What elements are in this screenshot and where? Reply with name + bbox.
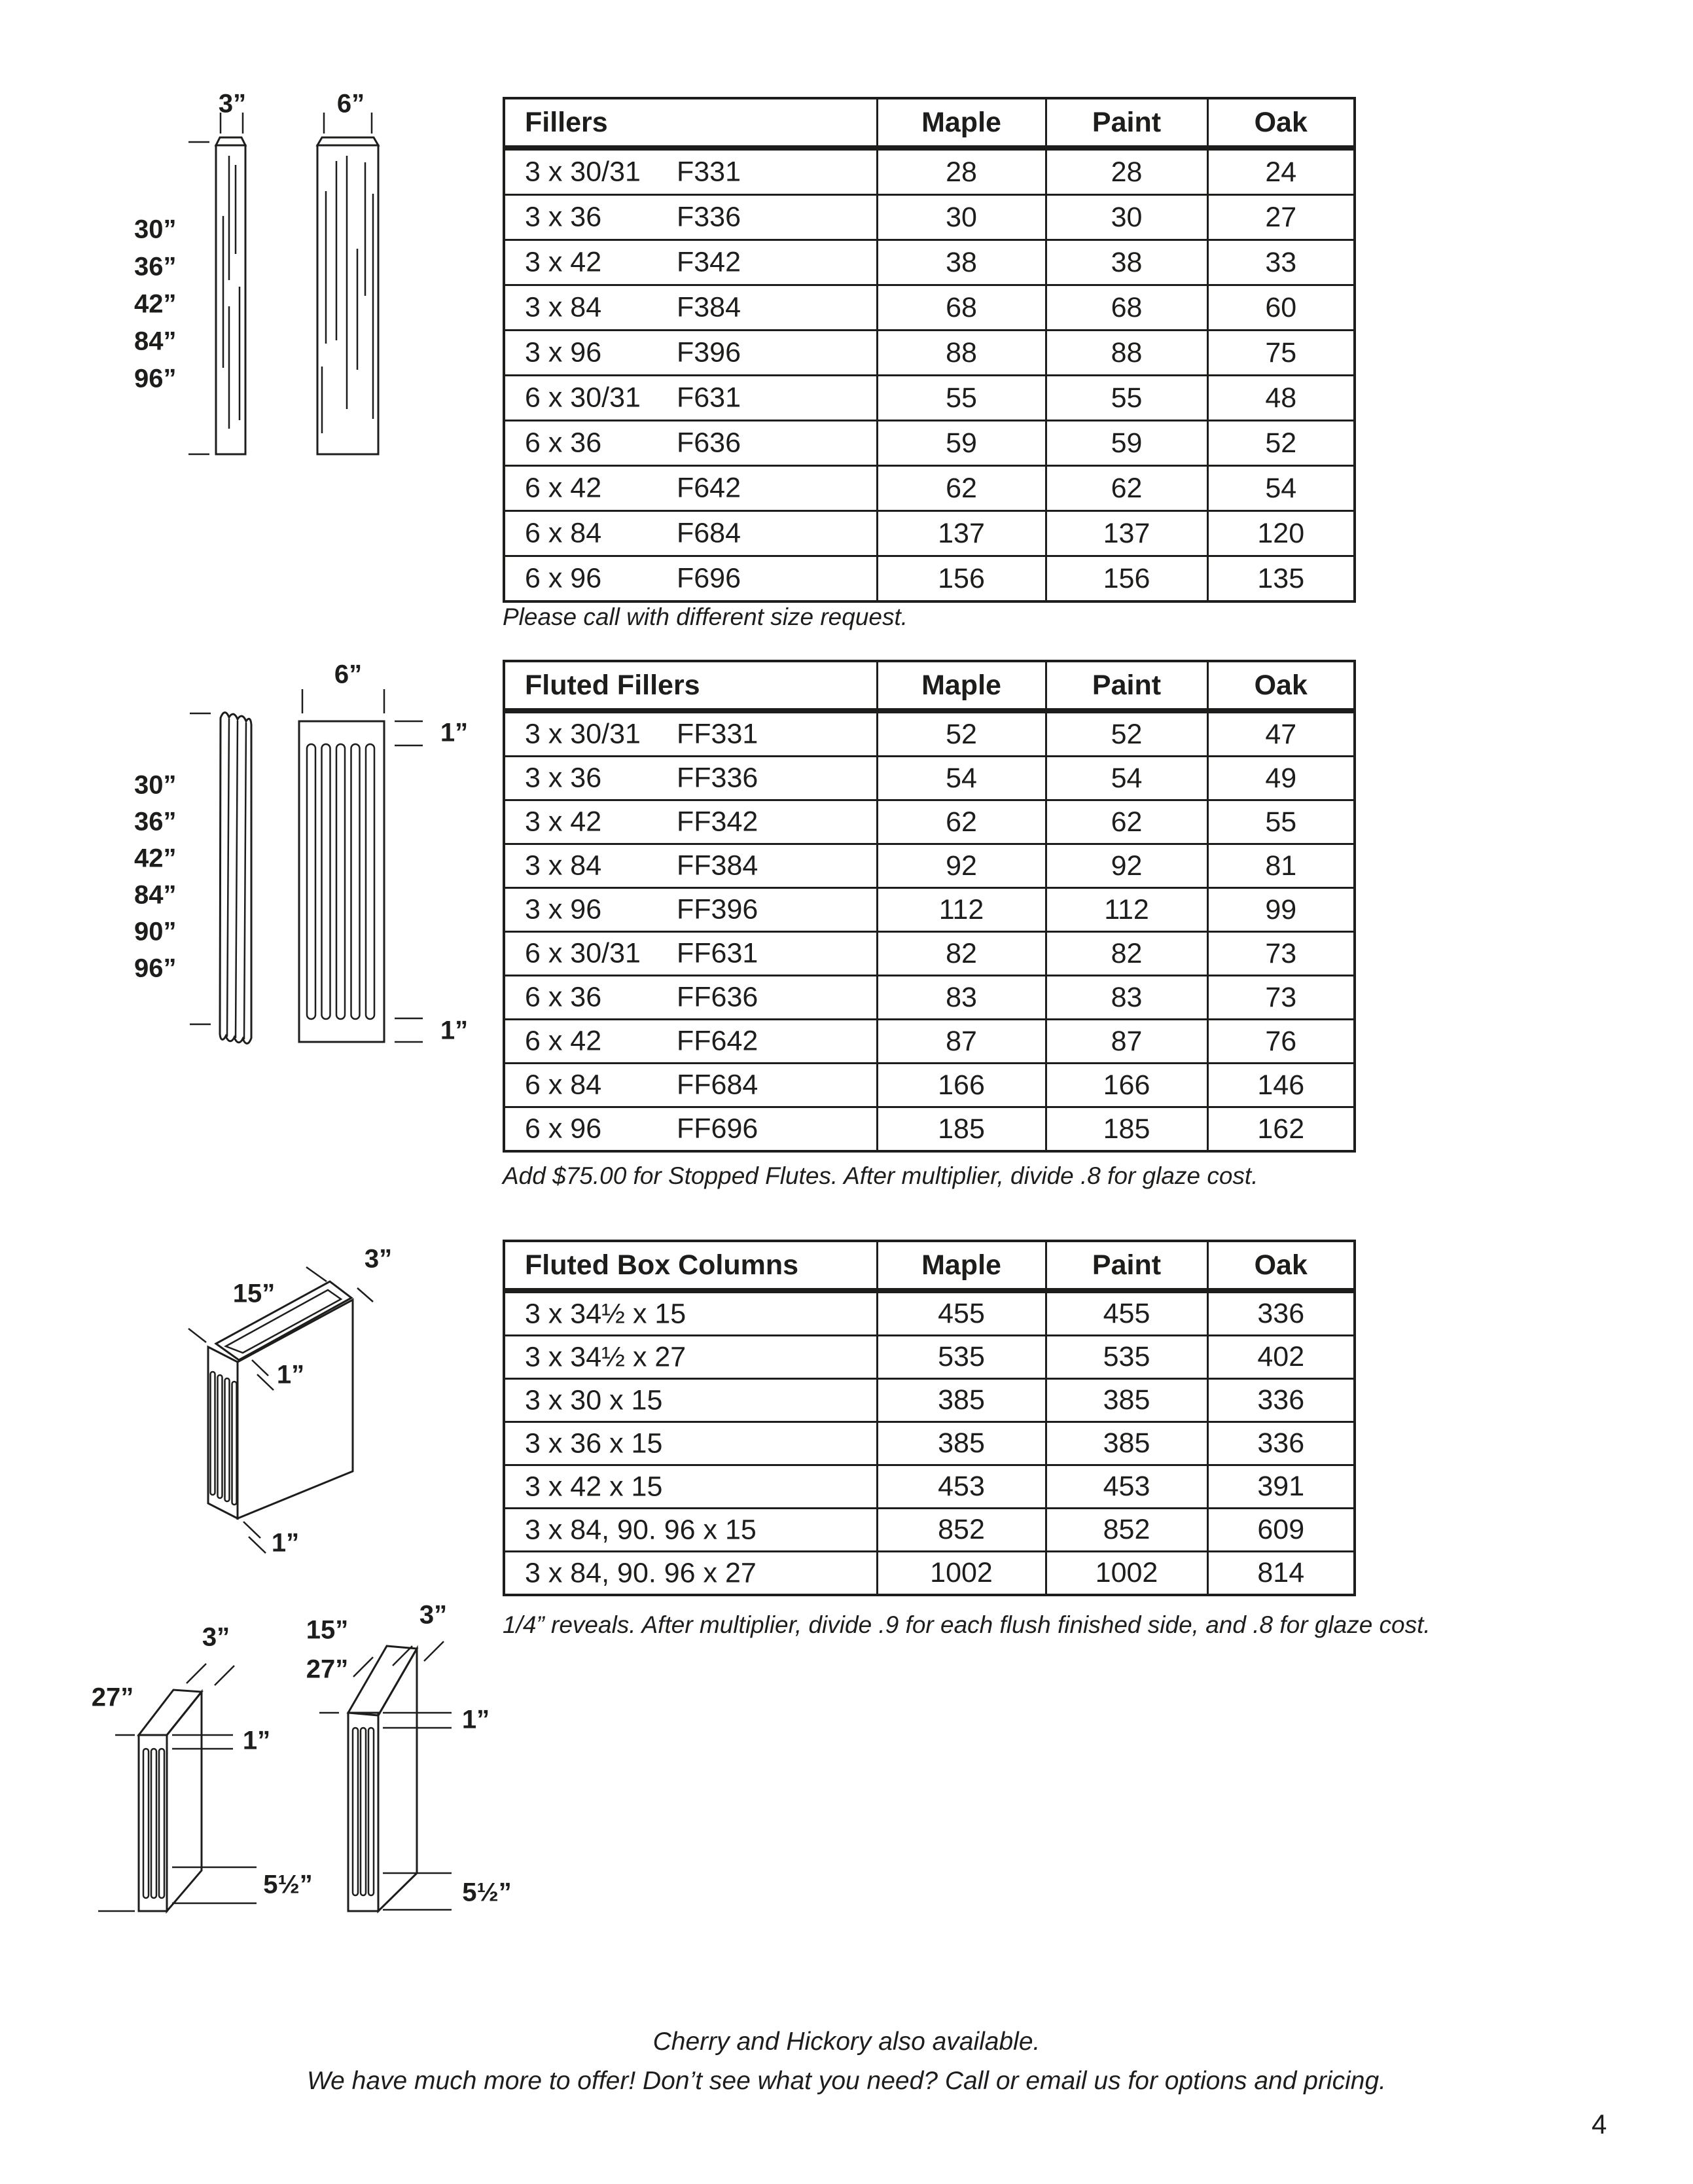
item-cell bbox=[504, 1020, 877, 1064]
table-header-row bbox=[504, 661, 1355, 711]
price-oak: 60 bbox=[1207, 285, 1355, 331]
footer-contact-note: We have much more to offer! Don’t see what you need? Call or email us for options and pricing. bbox=[307, 2067, 1386, 2095]
table-row bbox=[504, 757, 1355, 800]
dimension-label-3in: 3” bbox=[202, 1622, 230, 1652]
price-oak: 33 bbox=[1207, 240, 1355, 285]
table-row bbox=[504, 1107, 1355, 1152]
dimension-label-3in: 3” bbox=[364, 1244, 393, 1274]
item-code: FF696 bbox=[677, 1113, 758, 1145]
price-oak: 336 bbox=[1207, 1291, 1355, 1336]
item-cell bbox=[504, 556, 877, 602]
price-maple: 535 bbox=[877, 1336, 1046, 1379]
price-oak: 609 bbox=[1207, 1509, 1355, 1552]
item-code: F384 bbox=[677, 291, 741, 323]
item-code: F342 bbox=[677, 246, 741, 278]
item-cell bbox=[504, 976, 877, 1020]
price-maple: 87 bbox=[877, 1020, 1046, 1064]
price-oak: 52 bbox=[1207, 421, 1355, 466]
price-oak: 81 bbox=[1207, 844, 1355, 888]
table-row bbox=[504, 240, 1355, 285]
item-cell bbox=[504, 757, 877, 800]
table-row bbox=[504, 376, 1355, 421]
price-maple: 55 bbox=[877, 376, 1046, 421]
price-paint: 137 bbox=[1046, 511, 1207, 556]
price-maple: 137 bbox=[877, 511, 1046, 556]
dimension-label-6in: 6” bbox=[334, 660, 363, 689]
price-paint: 82 bbox=[1046, 932, 1207, 976]
item-size: 3 x 30/31 bbox=[525, 156, 641, 188]
table-row bbox=[504, 195, 1355, 240]
height-label-36: 36” bbox=[134, 252, 177, 281]
table-row bbox=[504, 148, 1355, 195]
item-code: F331 bbox=[677, 156, 741, 188]
item-cell bbox=[504, 1336, 877, 1379]
page-number: 4 bbox=[1592, 2109, 1607, 2139]
table-row bbox=[504, 711, 1355, 757]
item-size: 3 x 34½ x 15 bbox=[525, 1298, 686, 1329]
item-size: 3 x 34½ x 27 bbox=[525, 1341, 686, 1372]
item-code: F631 bbox=[677, 382, 741, 414]
price-oak: 814 bbox=[1207, 1552, 1355, 1596]
height-label-96: 96” bbox=[134, 954, 177, 983]
price-paint: 62 bbox=[1046, 466, 1207, 511]
price-maple: 156 bbox=[877, 556, 1046, 602]
price-maple: 62 bbox=[877, 800, 1046, 844]
fluted-fillers-note: Add $75.00 for Stopped Flutes. After multiplier, divide .8 for glaze cost. bbox=[503, 1162, 1258, 1189]
column-header-paint: Paint bbox=[1046, 661, 1207, 711]
price-paint: 62 bbox=[1046, 800, 1207, 844]
item-cell bbox=[504, 711, 877, 757]
dimension-label-base: 5½” bbox=[263, 1870, 313, 1899]
price-oak: 162 bbox=[1207, 1107, 1355, 1152]
item-size: 3 x 96 bbox=[525, 893, 602, 925]
item-size: 6 x 84 bbox=[525, 517, 602, 549]
item-size: 3 x 42 bbox=[525, 246, 602, 278]
price-oak: 391 bbox=[1207, 1465, 1355, 1509]
price-paint: 455 bbox=[1046, 1291, 1207, 1336]
price-oak: 336 bbox=[1207, 1422, 1355, 1465]
item-code: F684 bbox=[677, 517, 741, 549]
price-maple: 453 bbox=[877, 1465, 1046, 1509]
item-size: 6 x 96 bbox=[525, 562, 602, 594]
table-row bbox=[504, 844, 1355, 888]
price-maple: 852 bbox=[877, 1509, 1046, 1552]
price-oak: 48 bbox=[1207, 376, 1355, 421]
price-oak: 55 bbox=[1207, 800, 1355, 844]
price-oak: 76 bbox=[1207, 1020, 1355, 1064]
price-paint: 112 bbox=[1046, 888, 1207, 932]
price-maple: 38 bbox=[877, 240, 1046, 285]
dimension-label-base: 5½” bbox=[462, 1878, 512, 1907]
price-oak: 402 bbox=[1207, 1336, 1355, 1379]
price-oak: 27 bbox=[1207, 195, 1355, 240]
fluted-box-columns-table bbox=[503, 1240, 1353, 1596]
item-cell bbox=[504, 844, 877, 888]
item-size: 3 x 36 bbox=[525, 201, 602, 233]
dimension-label-reveal-top: 1” bbox=[440, 718, 469, 747]
item-code: F636 bbox=[677, 427, 741, 459]
price-oak: 135 bbox=[1207, 556, 1355, 602]
item-size: 6 x 30/31 bbox=[525, 937, 641, 969]
fillers-note: Please call with different size request. bbox=[503, 603, 908, 630]
item-size: 3 x 96 bbox=[525, 336, 602, 368]
table-row bbox=[504, 1422, 1355, 1465]
price-maple: 185 bbox=[877, 1107, 1046, 1152]
item-code: F396 bbox=[677, 336, 741, 368]
item-size: 3 x 84 bbox=[525, 291, 602, 323]
height-label-90: 90” bbox=[134, 917, 177, 946]
price-paint: 59 bbox=[1046, 421, 1207, 466]
price-paint: 88 bbox=[1046, 331, 1207, 376]
table-row bbox=[504, 1552, 1355, 1596]
item-size: 3 x 30 x 15 bbox=[525, 1384, 663, 1416]
table-row bbox=[504, 888, 1355, 932]
height-label-42: 42” bbox=[134, 844, 177, 873]
price-paint: 385 bbox=[1046, 1422, 1207, 1465]
fluted-filler-front-drawing bbox=[299, 689, 423, 1042]
price-paint: 83 bbox=[1046, 976, 1207, 1020]
price-oak: 47 bbox=[1207, 711, 1355, 757]
table-row bbox=[504, 800, 1355, 844]
item-code: F336 bbox=[677, 201, 741, 233]
item-size: 3 x 36 bbox=[525, 762, 602, 794]
item-code: FF631 bbox=[677, 937, 758, 969]
item-size: 3 x 84, 90. 96 x 27 bbox=[525, 1557, 757, 1588]
item-code: F642 bbox=[677, 472, 741, 504]
price-paint: 185 bbox=[1046, 1107, 1207, 1152]
height-label-42: 42” bbox=[134, 289, 177, 319]
dimension-label-3in: 3” bbox=[218, 89, 247, 118]
price-maple: 82 bbox=[877, 932, 1046, 976]
dimension-label-reveal-bottom: 1” bbox=[440, 1016, 469, 1045]
price-paint: 156 bbox=[1046, 556, 1207, 602]
table-row bbox=[504, 1336, 1355, 1379]
dimension-label-15in: 15” bbox=[232, 1279, 276, 1308]
column-header-oak: Oak bbox=[1207, 1241, 1355, 1291]
dimension-label-27in: 27” bbox=[306, 1655, 349, 1684]
item-size: 6 x 30/31 bbox=[525, 382, 641, 414]
dimension-label-6in: 6” bbox=[336, 89, 365, 118]
footer-availability-note: Cherry and Hickory also available. bbox=[652, 2028, 1041, 2056]
column-header-oak: Oak bbox=[1207, 98, 1355, 148]
table-row bbox=[504, 511, 1355, 556]
price-maple: 385 bbox=[877, 1379, 1046, 1422]
price-maple: 1002 bbox=[877, 1552, 1046, 1596]
item-cell bbox=[504, 1291, 877, 1336]
price-oak: 75 bbox=[1207, 331, 1355, 376]
item-cell bbox=[504, 195, 877, 240]
table-header-row bbox=[504, 98, 1355, 148]
item-cell bbox=[504, 466, 877, 511]
column-header-maple: Maple bbox=[877, 661, 1046, 711]
price-oak: 54 bbox=[1207, 466, 1355, 511]
item-code: F696 bbox=[677, 562, 741, 594]
table-title: Fluted Fillers bbox=[504, 661, 877, 711]
item-code: FF336 bbox=[677, 762, 758, 794]
price-maple: 112 bbox=[877, 888, 1046, 932]
item-cell bbox=[504, 148, 877, 195]
price-oak: 73 bbox=[1207, 976, 1355, 1020]
price-paint: 30 bbox=[1046, 195, 1207, 240]
item-size: 3 x 30/31 bbox=[525, 718, 641, 750]
dimension-label-reveal-top: 1” bbox=[276, 1360, 305, 1389]
item-size: 6 x 42 bbox=[525, 1025, 602, 1057]
height-label-84: 84” bbox=[134, 880, 177, 910]
item-code: FF342 bbox=[677, 806, 758, 838]
height-label-36: 36” bbox=[134, 807, 177, 836]
price-paint: 52 bbox=[1046, 711, 1207, 757]
filler-3in-drawing bbox=[188, 113, 245, 454]
price-oak: 73 bbox=[1207, 932, 1355, 976]
price-maple: 52 bbox=[877, 711, 1046, 757]
fluted-filler-profile-drawing bbox=[190, 713, 251, 1044]
table-row bbox=[504, 466, 1355, 511]
price-maple: 62 bbox=[877, 466, 1046, 511]
item-cell bbox=[504, 888, 877, 932]
price-paint: 55 bbox=[1046, 376, 1207, 421]
item-cell bbox=[504, 376, 877, 421]
column-header-maple: Maple bbox=[877, 1241, 1046, 1291]
price-paint: 38 bbox=[1046, 240, 1207, 285]
table-title: Fillers bbox=[504, 98, 877, 148]
item-size: 6 x 84 bbox=[525, 1069, 602, 1101]
column-header-oak: Oak bbox=[1207, 661, 1355, 711]
item-cell bbox=[504, 1465, 877, 1509]
table-row bbox=[504, 932, 1355, 976]
item-cell bbox=[504, 285, 877, 331]
height-label-30: 30” bbox=[134, 215, 177, 244]
column-header-paint: Paint bbox=[1046, 1241, 1207, 1291]
item-code: FF396 bbox=[677, 893, 758, 925]
price-maple: 83 bbox=[877, 976, 1046, 1020]
price-paint: 1002 bbox=[1046, 1552, 1207, 1596]
item-size: 3 x 42 bbox=[525, 806, 602, 838]
price-paint: 852 bbox=[1046, 1509, 1207, 1552]
price-paint: 92 bbox=[1046, 844, 1207, 888]
item-cell bbox=[504, 1422, 877, 1465]
price-oak: 146 bbox=[1207, 1064, 1355, 1107]
fluted-box-columns-note: 1/4” reveals. After multiplier, divide .9 for each flush finished side, and .8 for glaze cost. bbox=[503, 1611, 1431, 1638]
item-cell bbox=[504, 932, 877, 976]
height-label-84: 84” bbox=[134, 327, 177, 356]
fluted-fillers-table bbox=[503, 660, 1353, 1153]
item-cell bbox=[504, 800, 877, 844]
height-label-30: 30” bbox=[134, 770, 177, 800]
price-paint: 166 bbox=[1046, 1064, 1207, 1107]
price-oak: 49 bbox=[1207, 757, 1355, 800]
filler-6in-drawing bbox=[317, 113, 378, 454]
price-maple: 385 bbox=[877, 1422, 1046, 1465]
table-row bbox=[504, 421, 1355, 466]
dimension-label-3in: 3” bbox=[419, 1600, 448, 1630]
column-header-maple: Maple bbox=[877, 98, 1046, 148]
price-oak: 99 bbox=[1207, 888, 1355, 932]
price-paint: 68 bbox=[1046, 285, 1207, 331]
item-code: FF331 bbox=[677, 718, 758, 750]
item-cell bbox=[504, 421, 877, 466]
price-paint: 87 bbox=[1046, 1020, 1207, 1064]
price-maple: 455 bbox=[877, 1291, 1046, 1336]
table-row bbox=[504, 331, 1355, 376]
table-row bbox=[504, 1379, 1355, 1422]
dimension-label-reveal-bottom: 1” bbox=[271, 1528, 300, 1558]
item-cell bbox=[504, 1107, 877, 1152]
price-maple: 54 bbox=[877, 757, 1046, 800]
item-code: FF684 bbox=[677, 1069, 758, 1101]
table-row bbox=[504, 285, 1355, 331]
price-oak: 120 bbox=[1207, 511, 1355, 556]
price-paint: 54 bbox=[1046, 757, 1207, 800]
table-row bbox=[504, 1465, 1355, 1509]
price-oak: 336 bbox=[1207, 1379, 1355, 1422]
price-paint: 535 bbox=[1046, 1336, 1207, 1379]
item-size: 6 x 42 bbox=[525, 472, 602, 504]
fluted-box-column-drawing bbox=[188, 1267, 373, 1553]
price-maple: 28 bbox=[877, 148, 1046, 195]
price-oak: 24 bbox=[1207, 148, 1355, 195]
dimension-label-15in: 15” bbox=[306, 1615, 349, 1645]
fluted-box-column-diagram bbox=[177, 1237, 471, 1571]
table-row bbox=[504, 1020, 1355, 1064]
table-row bbox=[504, 1064, 1355, 1107]
table-row bbox=[504, 556, 1355, 602]
table-row bbox=[504, 1509, 1355, 1552]
price-maple: 88 bbox=[877, 331, 1046, 376]
price-maple: 92 bbox=[877, 844, 1046, 888]
item-size: 6 x 36 bbox=[525, 981, 602, 1013]
price-paint: 453 bbox=[1046, 1465, 1207, 1509]
item-cell bbox=[504, 1064, 877, 1107]
item-size: 3 x 42 x 15 bbox=[525, 1471, 663, 1502]
item-cell bbox=[504, 1552, 877, 1596]
table-title: Fluted Box Columns bbox=[504, 1241, 877, 1291]
dimension-label-reveal: 1” bbox=[242, 1726, 271, 1755]
item-code: FF384 bbox=[677, 850, 758, 882]
item-cell bbox=[504, 511, 877, 556]
item-code: FF642 bbox=[677, 1025, 758, 1057]
dimension-label-27in: 27” bbox=[91, 1683, 134, 1712]
dimension-label-reveal: 1” bbox=[461, 1705, 490, 1734]
table-header-row bbox=[504, 1241, 1355, 1291]
box-columns-27in-diagram bbox=[79, 1597, 517, 1963]
table-row bbox=[504, 1291, 1355, 1336]
fillers-table bbox=[503, 97, 1353, 603]
item-cell bbox=[504, 331, 877, 376]
item-size: 3 x 84, 90. 96 x 15 bbox=[525, 1514, 757, 1545]
price-maple: 59 bbox=[877, 421, 1046, 466]
column-header-paint: Paint bbox=[1046, 98, 1207, 148]
item-cell bbox=[504, 1379, 877, 1422]
item-code: FF636 bbox=[677, 981, 758, 1013]
price-paint: 28 bbox=[1046, 148, 1207, 195]
price-maple: 166 bbox=[877, 1064, 1046, 1107]
height-label-96: 96” bbox=[134, 364, 177, 393]
price-maple: 30 bbox=[877, 195, 1046, 240]
price-paint: 385 bbox=[1046, 1379, 1207, 1422]
item-size: 6 x 36 bbox=[525, 427, 602, 459]
item-cell bbox=[504, 240, 877, 285]
price-maple: 68 bbox=[877, 285, 1046, 331]
item-size: 6 x 96 bbox=[525, 1113, 602, 1145]
table-row bbox=[504, 976, 1355, 1020]
item-size: 3 x 84 bbox=[525, 850, 602, 882]
item-size: 3 x 36 x 15 bbox=[525, 1427, 663, 1459]
item-cell bbox=[504, 1509, 877, 1552]
